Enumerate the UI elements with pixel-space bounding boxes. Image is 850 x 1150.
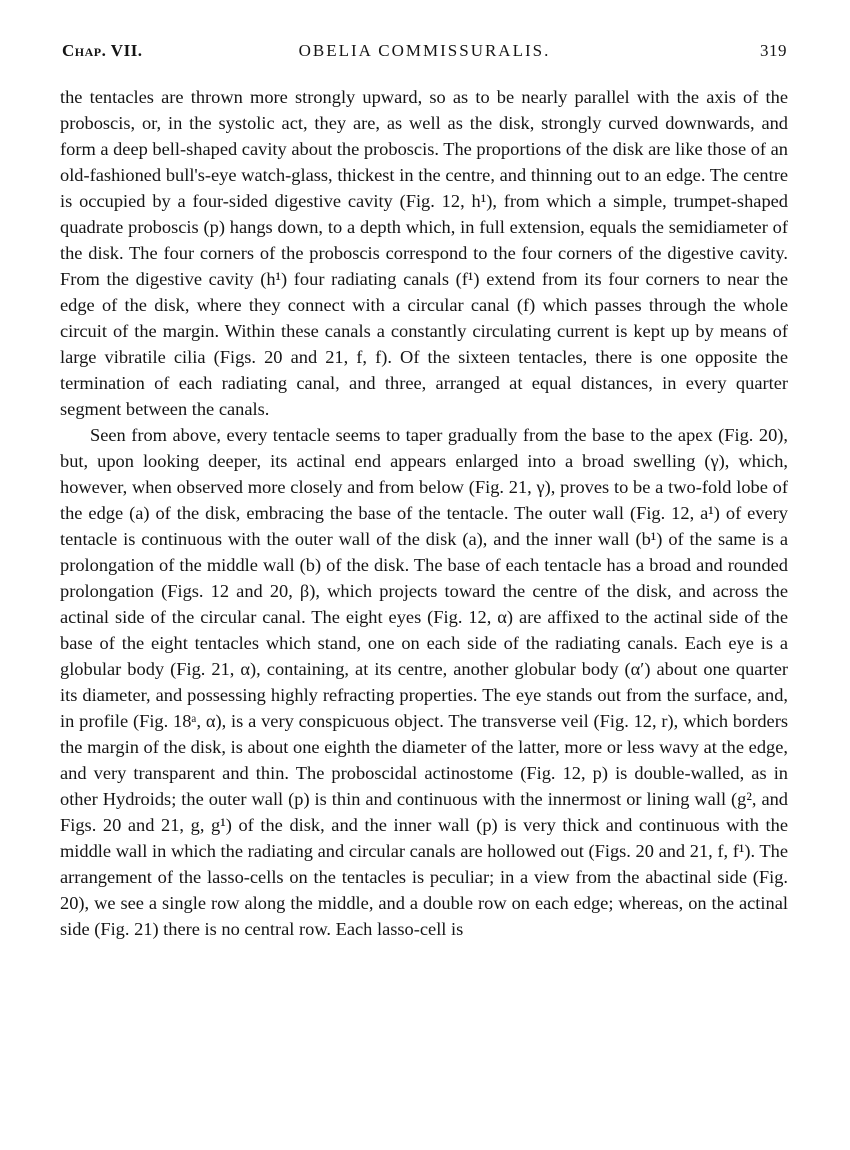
body-text [60,84,788,942]
paragraph-continued: the tentacles are thrown more strongly upward, so as to be nearly parallel with the axis of the proboscis, or, in the systolic act, they are, as well as the disk, strongly curved downwards, and form a deep bell-shaped cavity about the proboscis. The proportions of the disk are like those of an old-fashioned bull's-eye watch-glass, thickest in the centre, and thinning out to an edge. The centre is occupied by a four-sided digestive cavity (Fig. 12, h¹), from which a simple, trumpet-shaped quadrate proboscis (p) hangs down, to a depth which, in full extension, equals the semidiameter of the disk. The four corners of the proboscis correspond to the four corners of the digestive cavity. From the digestive cavity (h¹) four radiating canals (f¹) extend from its four corners to near the edge of the disk, where they connect with a circular canal (f) which passes through the whole circuit of the margin. Within these canals a constantly circulating current is kept up by means of large vibratile cilia (Figs. 20 and 21, f, f). Of the sixteen tentacles, there is one opposite the termination of each radiating canal, and three, arranged at equal distances, in every quarter segment between the canals. [60,87,788,419]
running-head [62,38,787,64]
paragraph-tentacles: Seen from above, every tentacle seems to taper gradually from the base to the apex (Fig. 20), but, upon looking deeper, its actinal end appears enlarged into a broad swelling (γ), which, however, when observed more closely and from below (Fig. 21, γ), proves to be a two-fold lobe of the edge (a) of the disk, embracing the base of the tentacle. The outer wall (Fig. 12, a¹) of every tentacle is continuous with the outer wall of the disk (a), and the inner wall (b¹) of the same is a prolongation of the middle wall (b) of the disk. The base of each tentacle has a broad and rounded prolongation (Figs. 12 and 20, β), which projects toward the centre of the disk, and across the actinal side of the circular canal. The eight eyes (Fig. 12, α) are affixed to the actinal side of the base of the eight tentacles which stand, one on each side of the radiating canals. Each eye is a globular body (Fig. 21, α), containing, at its centre, another globular body (α′) about one quarter its diameter, and possessing highly refracting properties. The eye stands out from the surface, and, in profile (Fig. 18ᵃ, α), is a very conspicuous object. The transverse veil (Fig. 12, r), which borders the margin of the disk, is about one eighth the diameter of the latter, more or less wavy at the edge, and very transparent and thin. The proboscidal actinostome (Fig. 12, p) is double-walled, as in other Hydroids; the outer wall (p) is thin and continuous with the innermost or lining wall (g², and Figs. 20 and 21, g, g¹) of the disk, and the inner wall (p) is very thick and continuous with the middle wall in which the radiating and circular canals are hollowed out (Figs. 20 and 21, f, f¹). The arrangement of the lasso-cells on the tentacles is peculiar; in a view from the abactinal side (Fig. 20), we see a single row along the middle, and a double row on each edge; whereas, on the actinal side (Fig. 21) there is no central row. Each lasso-cell is [60,425,788,939]
chapter-label: Chap. VII. [62,41,143,60]
running-title: OBELIA COMMISSURALIS. [298,41,551,60]
page-number: 319 [760,41,787,60]
